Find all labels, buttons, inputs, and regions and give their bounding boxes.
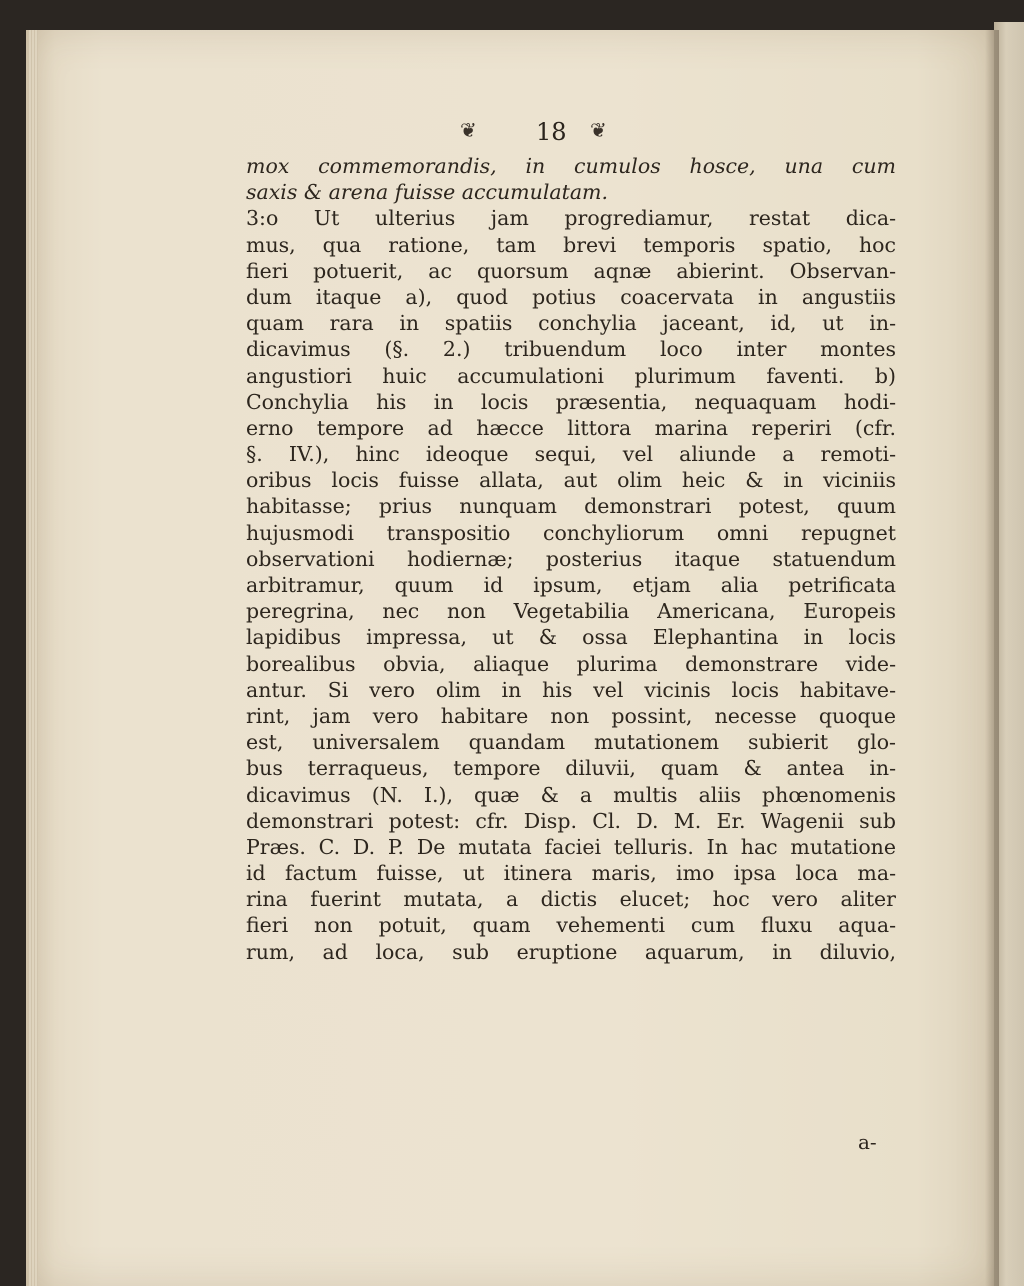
text-line: dum itaque a), quod potius coacervata in angustiis: [246, 284, 896, 309]
text-line: Præs. C. D. P. De mutata faciei telluris. In hac mutatione: [246, 834, 896, 859]
text-line: id factum fuisse, ut itinera maris, imo ipsa loca ma-: [246, 861, 896, 886]
text-line: rina fuerint mutata, a dictis elucet; hoc vero aliter: [246, 887, 896, 912]
text-line: Conchylia his in locis præsentia, nequaquam hodi-: [246, 389, 896, 414]
text-line: hujusmodi transpositio conchyliorum omni repugnet: [246, 520, 896, 545]
header-ornament-left-icon: ❦: [460, 118, 475, 142]
text-line: angustiori huic accumulationi plurimum faventi. b): [246, 363, 896, 388]
text-line: demonstrari potest: cfr. Disp. Cl. D. M. Er. Wagenii sub: [246, 808, 896, 833]
text-line: dicavimus (§. 2.) tribuendum loco inter montes: [246, 337, 896, 362]
text-line: quam rara in spatiis conchylia jaceant, id, ut in-: [246, 311, 896, 336]
text-line: saxis & arena fuisse accumulatam.: [246, 180, 609, 205]
spine-shadow: [985, 30, 999, 1286]
page-stack-edge: [28, 30, 38, 1286]
text-line: bus terraqueus, tempore diluvii, quam & antea in-: [246, 756, 896, 781]
text-line: mox commemorandis, in cumulos hosce, una cum: [246, 154, 896, 178]
text-line: dicavimus (N. I.), quæ & a multis aliis phœnomenis: [246, 782, 896, 807]
catchword: a-: [858, 1130, 877, 1154]
text-line: erno tempore ad hæcce littora marina reperiri (cfr.: [246, 415, 896, 440]
text-line: fieri potuerit, ac quorsum aqnæ abierint. Observan-: [246, 258, 896, 283]
body-text: [246, 153, 896, 965]
page-number: 18: [536, 118, 567, 146]
header-ornament-right-icon: ❦: [590, 118, 605, 142]
text-line: est, universalem quandam mutationem subierit glo-: [246, 730, 896, 755]
text-line: fieri non potuit, quam vehementi cum fluxu aqua-: [246, 913, 896, 938]
text-line: rint, jam vero habitare non possint, necesse quoque: [246, 703, 896, 728]
text-line: borealibus obvia, aliaque plurima demonstrare vide-: [246, 651, 896, 676]
text-line: mus, qua ratione, tam brevi temporis spatio, hoc: [246, 232, 896, 257]
text-line: peregrina, nec non Vegetabilia Americana, Europeis: [246, 599, 896, 624]
text-line: habitasse; prius nunquam demonstrari potest, quum: [246, 494, 896, 519]
text-line: lapidibus impressa, ut & ossa Elephantina in locis: [246, 625, 896, 650]
text-line: antur. Si vero olim in his vel vicinis locis habitave-: [246, 677, 896, 702]
page-header: [460, 118, 710, 148]
text-line: oribus locis fuisse allata, aut olim heic & in viciniis: [246, 468, 896, 493]
text-line: observationi hodiernæ; posterius itaque statuendum: [246, 546, 896, 571]
text-line: §. IV.), hinc ideoque sequi, vel aliunde a remoti-: [246, 442, 896, 467]
text-line: 3:o Ut ulterius jam progrediamur, restat dica-: [246, 206, 896, 231]
text-line: arbitramur, quum id ipsum, etjam alia petrificata: [246, 573, 896, 597]
text-line: rum, ad loca, sub eruptione aquarum, in diluvio,: [246, 939, 896, 964]
